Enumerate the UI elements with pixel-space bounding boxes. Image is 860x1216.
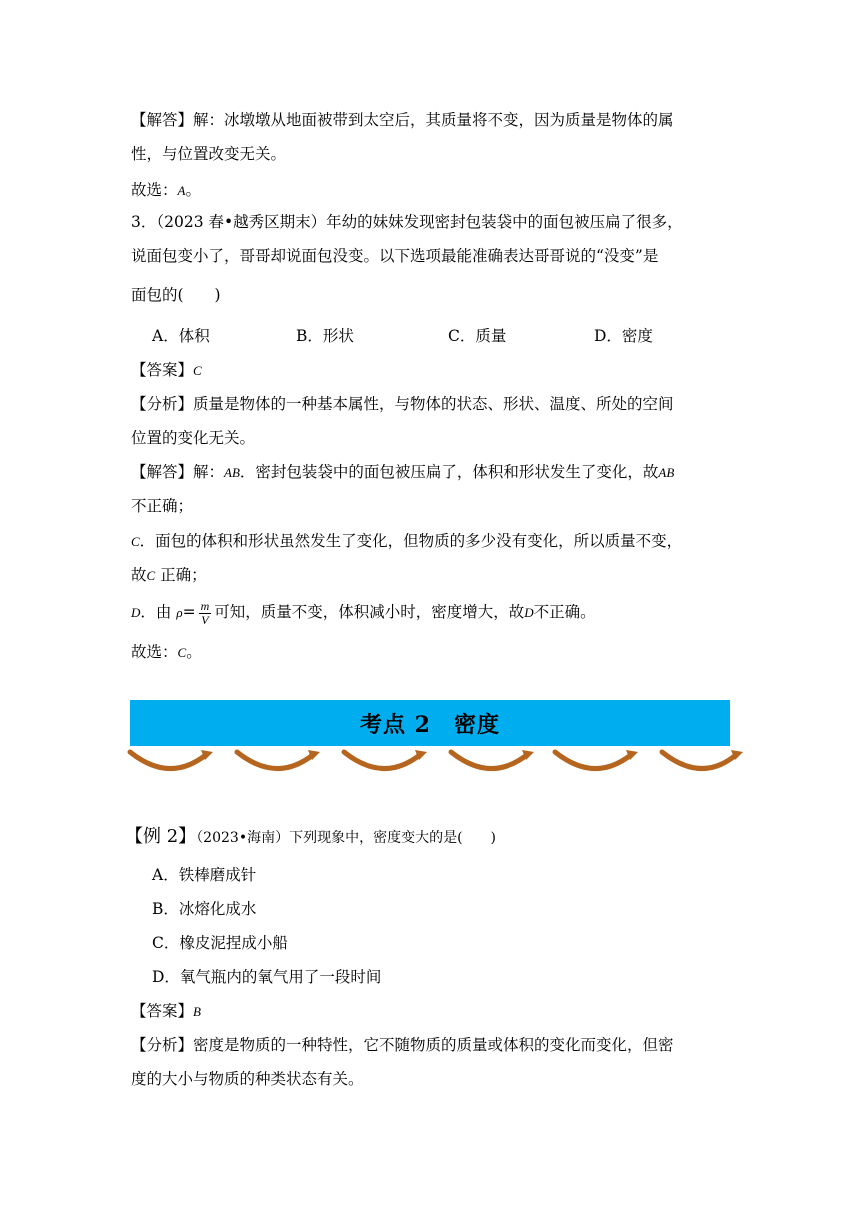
c-letter: C [131, 534, 140, 549]
rho-symbol: ρ [176, 605, 183, 620]
example2-option-c: C．橡皮泥捏成小船 [152, 934, 288, 952]
d-letter2: D [524, 605, 534, 620]
q3-option-a: A．体积 [152, 327, 210, 345]
example2-stem-line [125, 826, 496, 849]
q2-select-line [131, 179, 201, 202]
example2-option-a: A．铁棒磨成针 [152, 866, 257, 884]
example2-option-d: D．氧气瓶内的氧气用了一段时间 [152, 968, 382, 986]
fraction-denominator: V [201, 612, 209, 627]
q3-analysis-line1: 【分析】质量是物体的一种基本属性，与物体的状态、形状、温度、所处的空间 [131, 395, 674, 413]
arc-1 [130, 752, 207, 769]
q2-jieda-line1: 【解答】解：冰墩墩从地面被带到太空后，其质量将不变，因为质量是物体的属 [131, 111, 674, 129]
answer-label: 【答案】 [131, 1002, 194, 1020]
c-text: ．面包的体积和形状虽然发生了变化，但物质的多少没有变化，所以质量不变， [139, 532, 683, 550]
c2-suffix: 正确； [155, 566, 207, 584]
select-prefix: 故选： [131, 643, 178, 661]
q3-select-line [131, 641, 202, 664]
section-title: 考点 2 密度 [360, 711, 500, 738]
example2-analysis-line2: 度的大小与物质的种类状态有关。 [131, 1070, 364, 1088]
jieda-prefix: 【解答】解： [131, 463, 225, 481]
example2-analysis-line1: 【分析】密度是物质的一种特性，它不随物质的质量或体积的变化而变化，但密 [131, 1036, 674, 1054]
example2-label: 【例 2】 [125, 826, 197, 847]
jieda-ab: AB [224, 465, 240, 480]
d-text1: ．由 [140, 603, 172, 621]
q3-d-line [131, 597, 596, 628]
arc-5 [555, 752, 632, 769]
q3-stem-line3: 面包的( ) [131, 286, 221, 304]
select-prefix: 故选： [131, 181, 178, 199]
answer-label: 【答案】 [131, 361, 194, 379]
decorative-arcs [125, 746, 745, 780]
q3-option-c: C．质量 [448, 327, 507, 345]
arc-4 [451, 752, 528, 769]
d-letter: D [131, 605, 141, 620]
select-letter: C [177, 645, 187, 660]
section-banner [130, 700, 730, 746]
select-letter: A [177, 183, 186, 198]
q3-option-d: D．密度 [594, 327, 653, 345]
q2-jieda-line2: 性，与位置改变无关。 [131, 145, 287, 163]
q3-jieda-line1 [131, 461, 674, 484]
fraction-numerator: m [200, 598, 210, 613]
d-text2: 可知，质量不变，体积减小时，密度增大，故 [214, 603, 525, 621]
c2-prefix: 故 [131, 566, 147, 584]
example2-option-b: B．冰熔化成水 [152, 900, 257, 918]
q3-jieda-line2: 不正确； [131, 497, 194, 515]
q3-c-line2 [131, 564, 207, 587]
example2-stem: （2023•海南）下列现象中，密度变大的是( ) [196, 830, 496, 846]
jieda-ab2: AB [658, 465, 675, 480]
d-text3: 不正确。 [533, 603, 596, 621]
q3-stem-line1: 3．（2023 春•越秀区期末）年幼的妹妹发现密封包装袋中的面包被压扁了很多， [131, 213, 683, 231]
example2-answer-line [131, 1000, 201, 1023]
select-suffix: 。 [185, 181, 201, 199]
q3-option-b: B．形状 [296, 327, 354, 345]
answer-letter: B [193, 1004, 201, 1019]
q3-c-line1 [131, 530, 682, 553]
density-fraction [199, 600, 212, 627]
q3-stem-line2: 说面包变小了，哥哥却说面包没变。以下选项最能准确表达哥哥说的“没变”是 [131, 247, 659, 265]
arc-3 [344, 752, 421, 769]
q3-analysis-line2: 位置的变化无关。 [131, 429, 256, 447]
q3-answer-line [131, 359, 202, 382]
jieda-text: ．密封包装袋中的面包被压扁了，体积和形状发生了变化，故 [239, 463, 659, 481]
answer-letter: C [193, 363, 202, 378]
arc-6 [662, 752, 737, 769]
c2-letter: C [146, 568, 156, 583]
arc-2 [237, 752, 314, 769]
equals-sign: = [182, 603, 196, 621]
select-suffix: 。 [186, 643, 202, 661]
